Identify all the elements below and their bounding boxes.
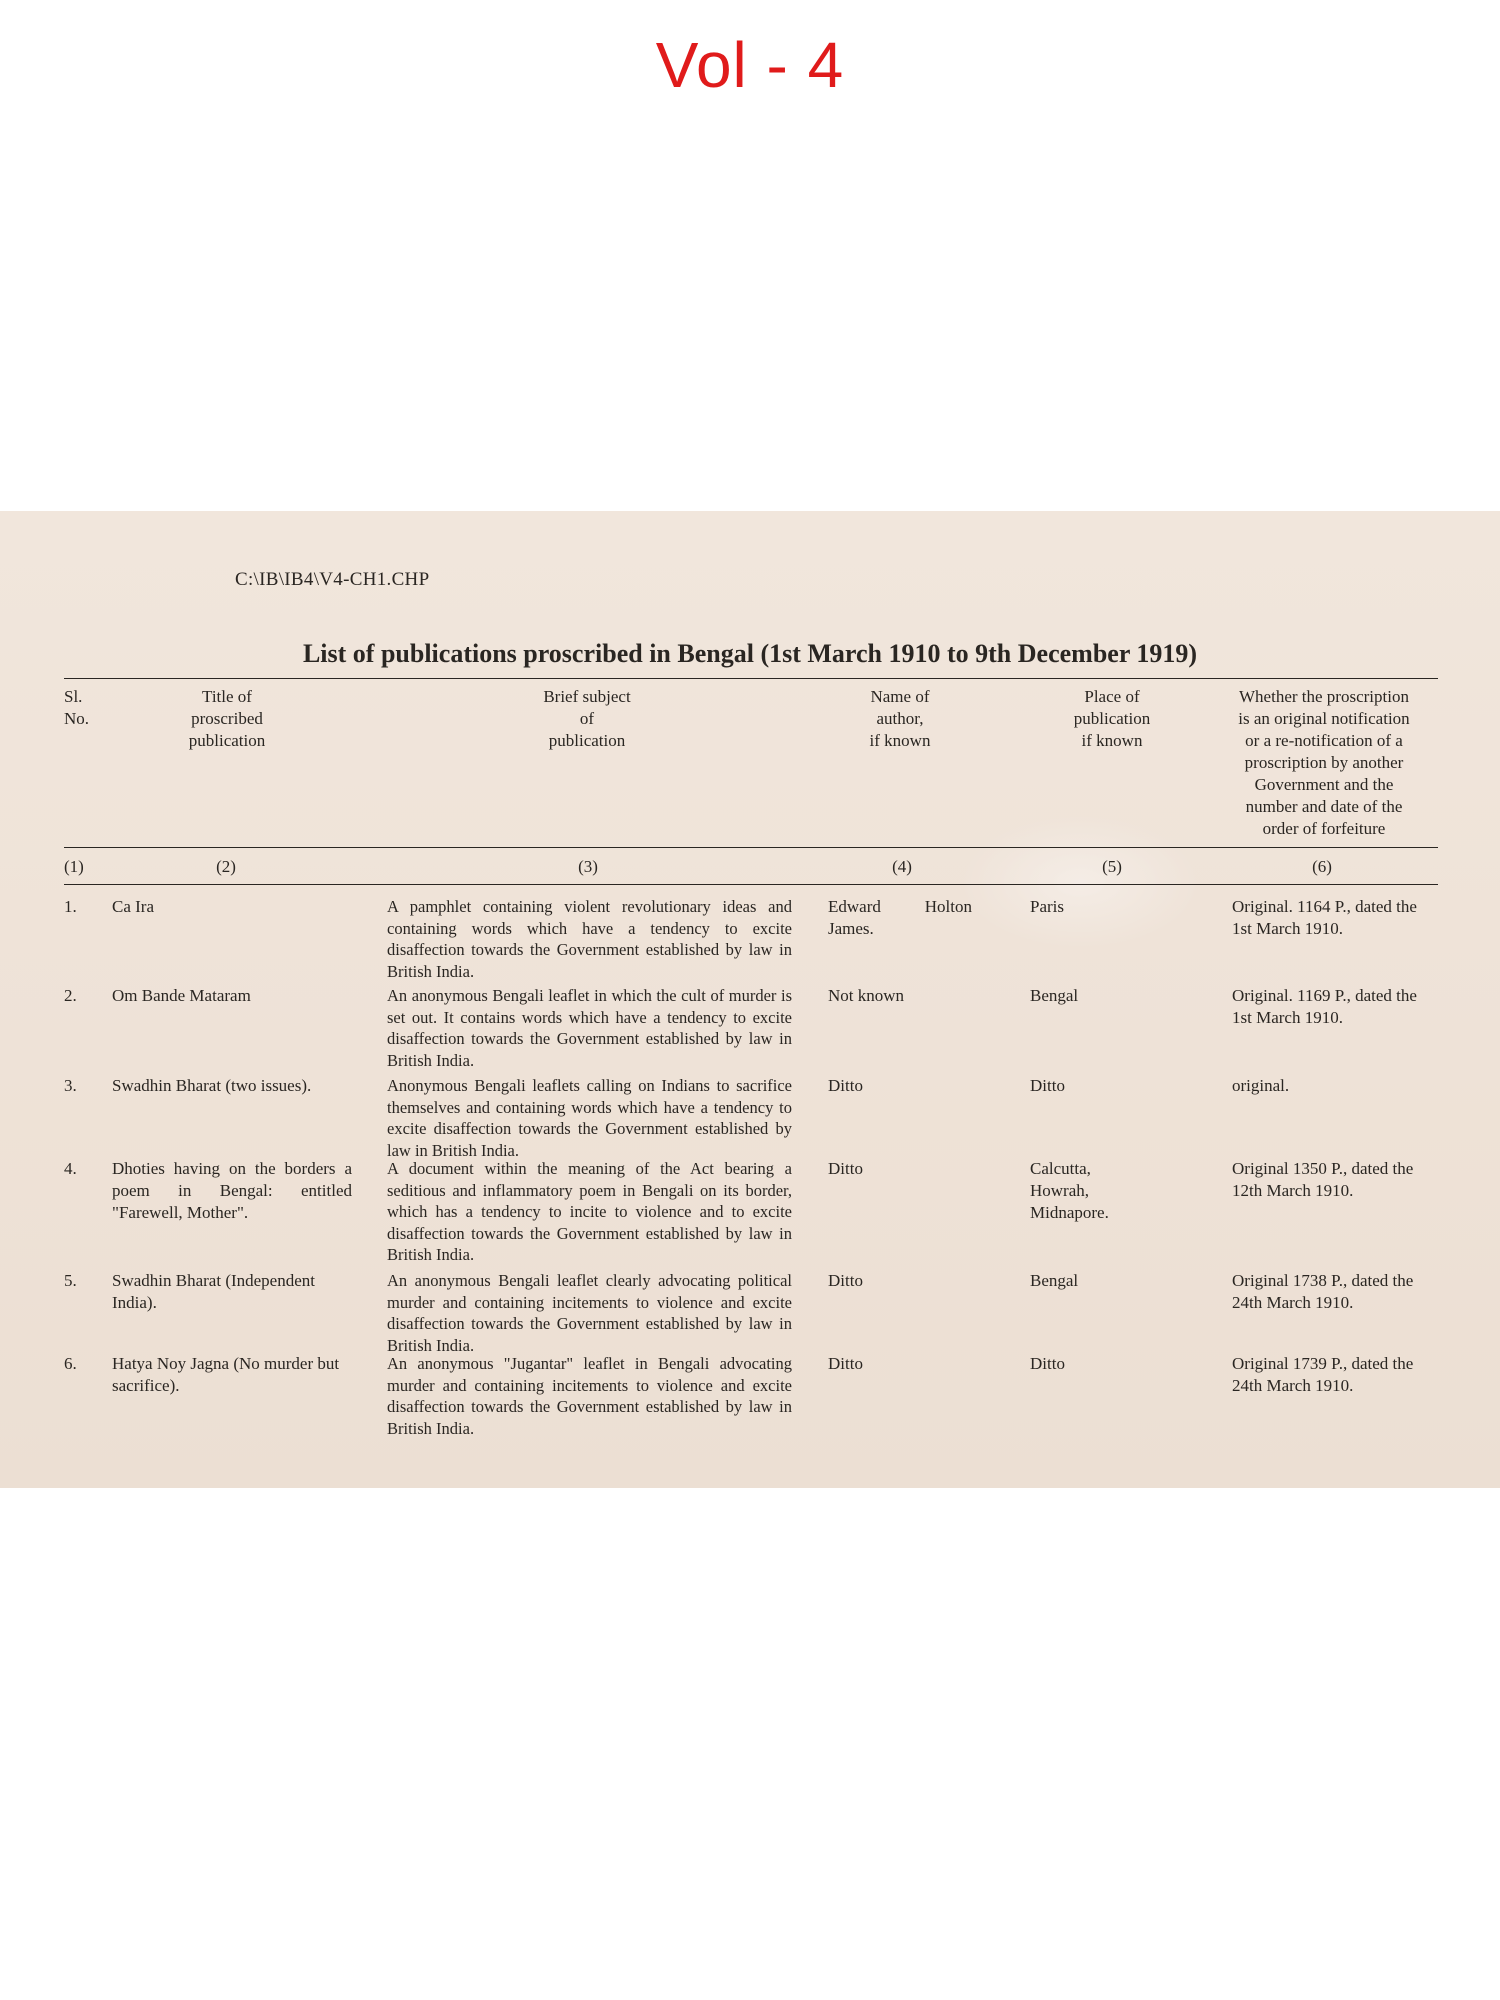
row-author: Ditto [828,1354,863,1373]
column-number-rule [64,884,1438,885]
row-place: Bengal [1030,986,1079,1005]
row-author: Not known [828,986,905,1005]
row-proscription: Original 1350 P., dated the 12th March 1910. [1232,1159,1414,1200]
column-number: (3) [578,857,598,876]
row-subject: An anonymous Bengali leaflet in which the cult of murder is set out. It contains words which have a tendency to excite disaffection towards the Government established by law in British India. [387,986,792,1070]
row-sl-no: 6. [64,1354,77,1373]
row-place: Ditto [1030,1354,1065,1373]
row-title: Ca Ira [112,897,155,916]
column-number: (1) [64,857,84,876]
row-subject: Anonymous Bengali leaflets calling on Indians to sacrifice themselves and containing words which have a tendency to excite disaffection towards the Government established by law in British India. [387,1076,792,1160]
row-place: Ditto [1030,1076,1065,1095]
file-path: C:\IB\IB4\V4-CH1.CHP [235,569,430,590]
row-proscription: Original 1738 P., dated the 24th March 1910. [1232,1271,1414,1312]
column-header-title: Title of proscribed publication [188,687,266,750]
column-number: (4) [892,857,912,876]
row-proscription: Original. 1164 P., dated the 1st March 1910. [1232,897,1417,938]
row-sl-no: 4. [64,1159,77,1178]
row-title: Om Bande Mataram [112,986,251,1005]
row-place: Bengal [1030,1271,1079,1290]
row-place: Paris [1030,897,1064,916]
table-top-rule [64,678,1438,679]
row-author: Ditto [828,1271,863,1290]
row-subject: An anonymous Bengali leaflet clearly advocating political murder and containing incitements to violence and excite disaffection towards the Government established by law in British India. [387,1271,792,1355]
column-header-proscription: Whether the proscription is an original notification or a re-notification of a proscription by another Government and the number and date of the order of forfeiture [1238,687,1410,838]
column-header-sl-no: Sl. No. [64,687,90,728]
document-title: List of publications proscribed in Bengal (1st March 1910 to 9th December 1919) [302,639,1198,668]
column-number: (6) [1312,857,1332,876]
row-sl-no: 5. [64,1271,77,1290]
row-subject: An anonymous "Jugantar" leaflet in Bengali advocating murder and containing incitements to violence and excite disaffection towards the Government established by law in British India. [387,1354,792,1438]
row-subject: A document within the meaning of the Act bearing a seditious and inflammatory poem in Bengali on its border, which has a tendency to incite to violence and to excite disaffection towards the Government established by law in British India. [387,1159,792,1264]
row-author: Ditto [828,1159,863,1178]
row-author: Ditto [828,1076,863,1095]
row-place: Calcutta, Howrah, Midnapore. [1030,1159,1109,1222]
volume-heading: Vol - 4 [655,29,845,101]
column-number: (2) [216,857,236,876]
row-sl-no: 1. [64,897,77,916]
column-header-author: Name of author, if known [869,687,931,750]
column-number: (5) [1102,857,1122,876]
row-title: Swadhin Bharat (Independent India). [112,1271,315,1312]
column-header-subject: Brief subject of publication [543,687,631,750]
row-author: Edward Holton James. [828,897,972,938]
row-title: Dhoties having on the borders a poem in Bengal: entitled "Farewell, Mother". [112,1159,352,1222]
header-bottom-rule [64,847,1438,848]
row-title: Swadhin Bharat (two issues). [112,1076,312,1095]
column-header-place: Place of publication if known [1073,687,1151,750]
row-proscription: Original 1739 P., dated the 24th March 1910. [1232,1354,1414,1395]
row-proscription: original. [1232,1076,1290,1095]
row-subject: A pamphlet containing violent revolutionary ideas and containing words which have a tendency to excite disaffection towards the Government established by law in British India. [387,897,792,981]
scanned-page [0,511,1500,1488]
row-title: Hatya Noy Jagna (No murder but sacrifice). [112,1354,340,1395]
row-proscription: Original. 1169 P., dated the 1st March 1910. [1232,986,1417,1027]
row-sl-no: 2. [64,986,77,1005]
row-sl-no: 3. [64,1076,77,1095]
